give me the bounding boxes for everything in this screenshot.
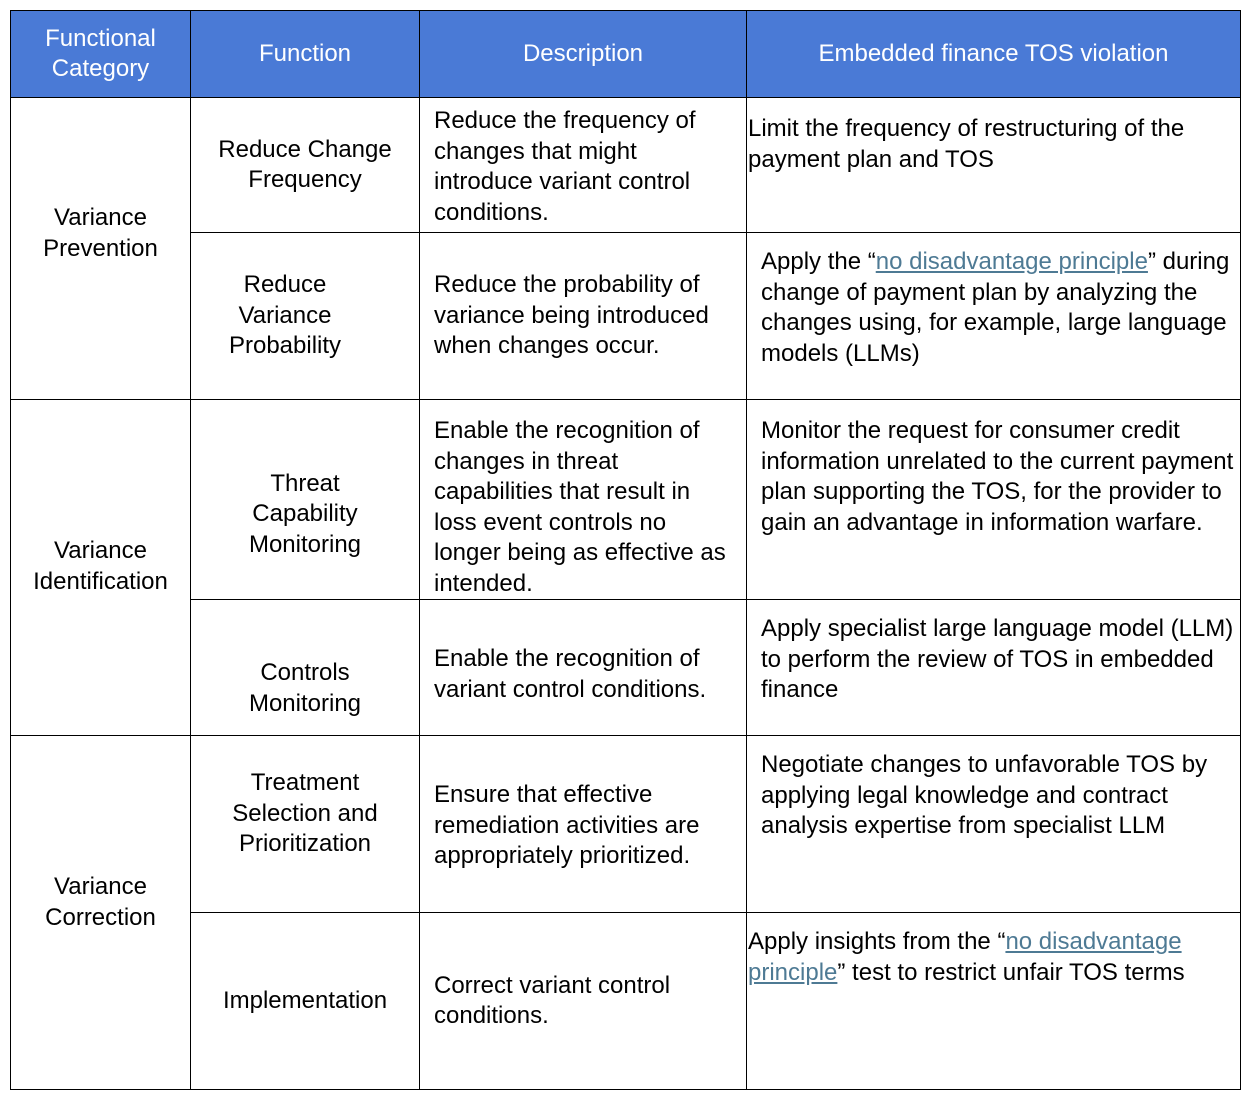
header-description: Description: [420, 11, 747, 98]
table-row: [11, 600, 1241, 736]
function-cell: Controls Monitoring: [191, 600, 420, 736]
description-cell: Reduce the probability of variance being introduced when changes occur.: [420, 233, 747, 400]
table-row: [11, 736, 1241, 913]
violation-text-after: ” during change of payment plan by analyzing the changes using, for example, large language models (LLMs): [761, 248, 1230, 367]
violation-cell: Apply specialist large language model (LLM) to perform the review of TOS in embedded finance: [747, 600, 1241, 736]
function-cell: Reduce Variance Probability: [191, 233, 420, 400]
description-cell: Correct variant control conditions.: [420, 913, 747, 1090]
violation-cell: Monitor the request for consumer credit information unrelated to the current payment plan supporting the TOS, for the provider to gain an advantage in information warfare.: [747, 400, 1241, 600]
table-row: [11, 233, 1241, 400]
violation-text-before: Apply insights from the “: [748, 928, 1006, 955]
no-disadvantage-principle-link[interactable]: no disadvantage principle: [748, 928, 1182, 986]
function-cell: Implementation: [191, 913, 420, 1090]
category-variance-identification: Variance Identification: [11, 400, 191, 736]
description-cell: Ensure that effective remediation activities are appropriately prioritized.: [420, 736, 747, 913]
function-cell: Threat Capability Monitoring: [191, 400, 420, 600]
function-cell: Treatment Selection and Prioritization: [191, 736, 420, 913]
violation-text-after: ” test to restrict unfair TOS terms: [837, 958, 1185, 986]
description-cell: Reduce the frequency of changes that might introduce variant control conditions.: [420, 98, 747, 233]
violation-cell: [747, 913, 1241, 1090]
tos-violation-table: [10, 10, 1241, 1090]
violation-text-before: Apply the “: [761, 248, 876, 275]
category-variance-prevention: Variance Prevention: [11, 98, 191, 400]
description-cell: Enable the recognition of variant control conditions.: [420, 600, 747, 736]
violation-cell: Limit the frequency of restructuring of the payment plan and TOS: [747, 98, 1241, 233]
violation-cell: [747, 233, 1241, 400]
header-functional-category: Functional Category: [11, 11, 191, 98]
description-cell: Enable the recognition of changes in threat capabilities that result in loss event controls no longer being as effective as intended.: [420, 400, 747, 600]
category-variance-correction: Variance Correction: [11, 736, 191, 1090]
no-disadvantage-principle-link[interactable]: no disadvantage principle: [875, 248, 1148, 275]
table-row: [11, 98, 1241, 233]
table-row: [11, 400, 1241, 600]
function-cell: Reduce Change Frequency: [191, 98, 420, 233]
header-tos-violation: Embedded finance TOS violation: [747, 11, 1241, 98]
table-row: [11, 913, 1241, 1090]
header-function: Function: [191, 11, 420, 98]
violation-cell: Negotiate changes to unfavorable TOS by applying legal knowledge and contract analysis expertise from specialist LLM: [747, 736, 1241, 913]
header-row: [11, 11, 1241, 98]
